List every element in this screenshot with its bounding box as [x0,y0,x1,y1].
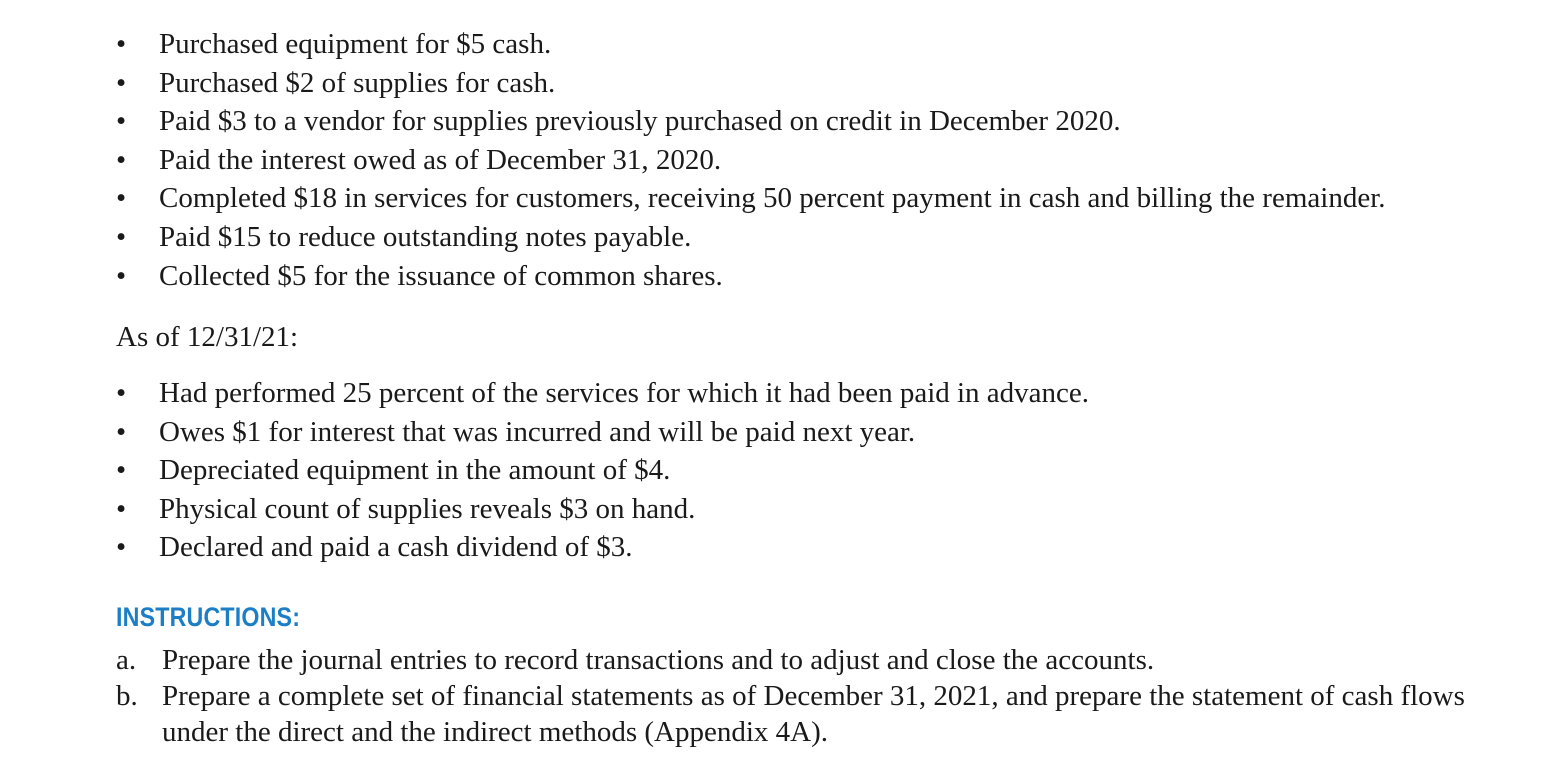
list-item [116,413,1089,452]
list-item [116,451,1089,490]
list-item [116,374,1089,413]
list-item [116,64,1386,103]
list-item-text: Physical count of supplies reveals $3 on hand. [159,492,696,525]
list-item [116,102,1386,141]
bullet-icon: • [116,28,127,60]
bullet-icon: • [116,182,127,215]
list-item-text: Collected $5 for the issuance of common shares. [159,259,723,292]
list-item-text: Completed $18 in services for customers, receiving 50 percent payment in cash and billing the remainder. [159,182,1386,215]
year-end-list [116,374,1089,567]
list-item-text: Paid $3 to a vendor for supplies previously purchased on credit in December 2020. [159,105,1121,138]
list-item-text: Purchased $2 of supplies for cash. [159,66,556,99]
bullet-icon: • [116,492,127,525]
list-item [116,257,1386,296]
list-item [116,141,1386,180]
list-item-text: Declared and paid a cash dividend of $3. [159,531,633,564]
list-item-text: Paid $15 to reduce outstanding notes payable. [159,220,692,253]
bullet-icon: • [116,220,127,253]
bullet-icon: • [116,454,127,487]
instruction-item-a [116,642,1516,678]
bullet-icon: • [116,415,127,448]
transactions-list [116,25,1386,295]
bullet-icon: • [116,377,127,409]
instruction-marker: a. [116,644,137,676]
bullet-icon: • [116,143,127,176]
bullet-icon: • [116,259,127,292]
bullet-icon: • [116,105,127,138]
list-item-text: Had performed 25 percent of the services for which it had been paid in advance. [159,377,1090,409]
instruction-text: Prepare a complete set of financial statements as of December 31, 2021, and prepare the statement of cash flows under the direct and the indirect methods (Appendix 4A). [162,680,1465,748]
list-item [116,218,1386,257]
list-item [116,490,1089,529]
list-item-text: Paid the interest owed as of December 31, 2020. [159,143,722,176]
instruction-marker: b. [116,680,138,712]
list-item-text: Purchased equipment for $5 cash. [159,28,552,60]
list-item-text: Owes $1 for interest that was incurred and will be paid next year. [159,415,916,448]
list-item [116,179,1386,218]
instructions-list [116,642,1516,750]
instruction-item-b [116,678,1516,750]
bullet-icon: • [116,531,127,564]
instructions-heading: INSTRUCTIONS: [116,602,301,632]
instruction-text: Prepare the journal entries to record transactions and to adjust and close the accounts. [162,644,1155,676]
as-of-label: As of 12/31/21: [116,321,299,353]
list-item-text: Depreciated equipment in the amount of $4. [159,454,671,487]
bullet-icon: • [116,66,127,99]
list-item [116,528,1089,567]
list-item [116,25,1386,64]
